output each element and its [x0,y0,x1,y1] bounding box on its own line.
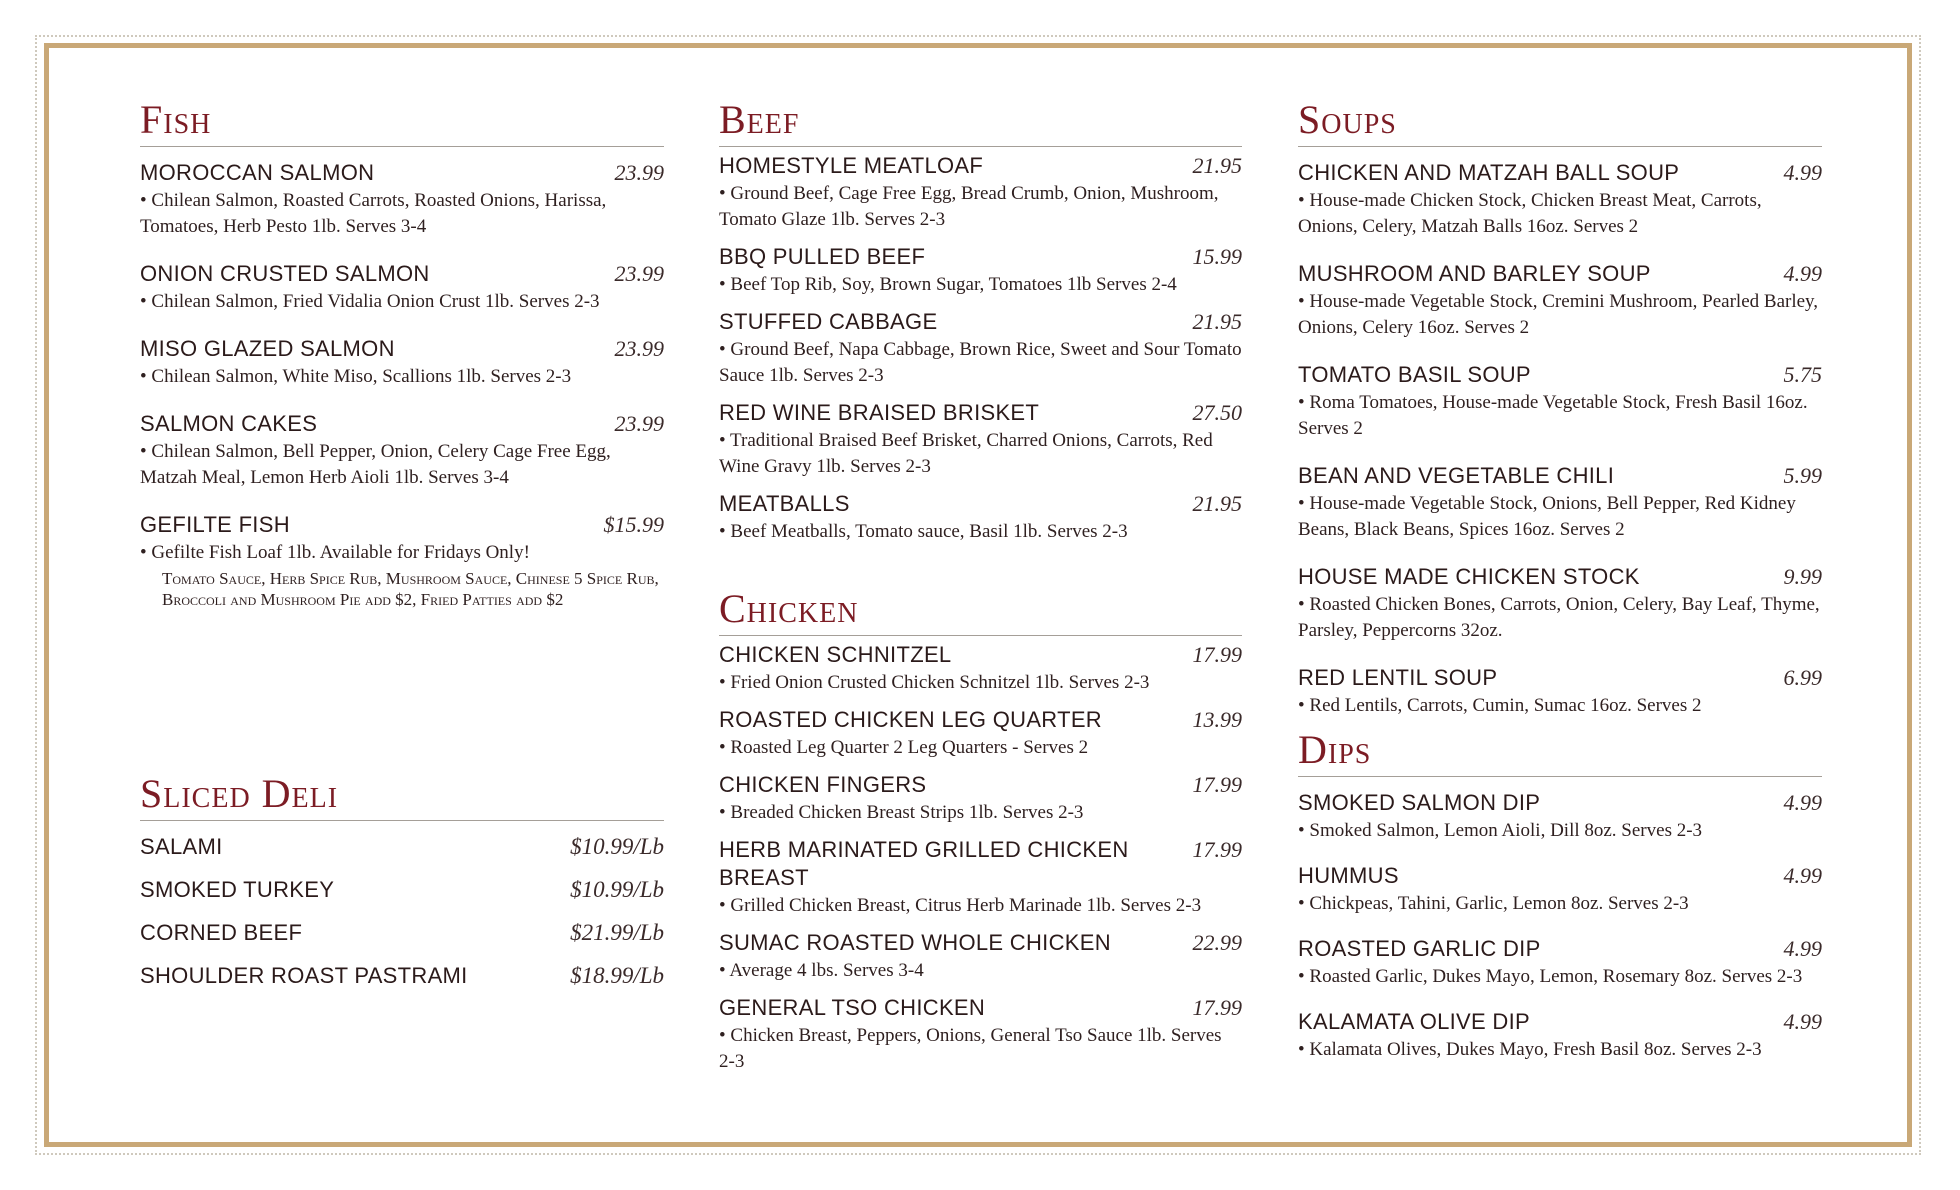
item-description: • Beef Top Rib, Soy, Brown Sugar, Tomatoes 1lb Serves 2-4 [719,274,1177,295]
menu-item [140,335,664,390]
item-name: SUMAC ROASTED WHOLE CHICKEN [719,930,1111,955]
menu-item [140,833,664,861]
item-name: CHICKEN SCHNITZEL [719,642,952,667]
section-title: Soups [1298,98,1822,147]
item-description: • House-made Vegetable Stock, Onions, Bell Pepper, Red Kidney Beans, Black Beans, Spices 16oz. Serves 2 [1298,493,1796,540]
item-description: • Chilean Salmon, Bell Pepper, Onion, Celery Cage Free Egg, Matzah Meal, Lemon Herb Aioli 1lb. Serves 3-4 [140,441,611,488]
section-title: Fish [140,98,664,147]
item-description: • Chickpeas, Tahini, Garlic, Lemon 8oz. Serves 2-3 [1298,893,1689,914]
item-price: $18.99/Lb [570,963,664,988]
item-price: 15.99 [1192,244,1242,269]
menu-item [140,260,664,315]
item-price: $10.99/Lb [570,834,664,859]
section-title: Dips [1298,728,1822,777]
item-price: 4.99 [1783,936,1822,961]
section-title: Sliced Deli [140,772,664,821]
item-name: HOUSE MADE CHICKEN STOCK [1298,564,1640,589]
item-name: HERB MARINATED GRILLED CHICKEN BREAST [719,837,1129,890]
item-price: 9.99 [1783,564,1822,589]
item-name: MOROCCAN SALMON [140,160,375,185]
menu-item-list [140,159,664,610]
section-chicken [719,587,1242,1075]
item-description: • Roasted Leg Quarter 2 Leg Quarters - Serves 2 [719,737,1089,758]
section-title: Chicken [719,587,1242,636]
item-name: STUFFED CABBAGE [719,309,938,334]
item-description: • Chicken Breast, Peppers, Onions, General Tso Sauce 1lb. Serves 2-3 [719,1025,1222,1072]
item-description: • Average 4 lbs. Serves 3-4 [719,960,924,981]
menu-item [1298,1008,1822,1063]
item-name: GENERAL TSO CHICKEN [719,995,986,1020]
menu-item [1298,563,1822,644]
item-description: • Smoked Salmon, Lemon Aioli, Dill 8oz. Serves 2-3 [1298,820,1703,841]
item-description: • Kalamata Olives, Dukes Mayo, Fresh Basil 8oz. Serves 2-3 [1298,1039,1762,1060]
menu-item [1298,361,1822,442]
item-description: • House-made Vegetable Stock, Cremini Mushroom, Pearled Barley, Onions, Celery 16oz. Serves 2 [1298,291,1819,338]
menu-item-list [1298,789,1822,1063]
item-price: 4.99 [1783,1009,1822,1034]
menu-item [719,994,1242,1075]
item-price: 21.95 [1192,309,1242,334]
item-price: 21.95 [1192,491,1242,516]
item-price: 17.99 [1192,837,1242,862]
item-name: HOMESTYLE MEATLOAF [719,153,984,178]
item-description: • Fried Onion Crusted Chicken Schnitzel 1lb. Serves 2-3 [719,672,1150,693]
item-description: • Roasted Garlic, Dukes Mayo, Lemon, Rosemary 8oz. Serves 2-3 [1298,966,1803,987]
item-price: 23.99 [614,411,664,436]
item-name: TOMATO BASIL SOUP [1298,362,1531,387]
item-description: • Gefilte Fish Loaf 1lb. Available for Fridays Only! [140,542,530,563]
item-description: • Traditional Braised Beef Brisket, Charred Onions, Carrots, Red Wine Gravy 1lb. Serves 2-3 [719,430,1213,477]
item-name: SMOKED SALMON DIP [1298,790,1541,815]
menu-item [719,152,1242,233]
item-name: RED LENTIL SOUP [1298,665,1498,690]
section-dips [1298,728,1822,1063]
menu-item [719,243,1242,298]
item-price: 5.75 [1783,362,1822,387]
menu-item-list [719,641,1242,1075]
menu-item [719,836,1242,919]
menu-item [1298,789,1822,844]
item-description: • Ground Beef, Napa Cabbage, Brown Rice, Sweet and Sour Tomato Sauce 1lb. Serves 2-3 [719,339,1242,386]
item-name: KALAMATA OLIVE DIP [1298,1009,1530,1034]
item-description: • Grilled Chicken Breast, Citrus Herb Marinade 1lb. Serves 2-3 [719,895,1202,916]
item-name: MEATBALLS [719,491,850,516]
menu-item [719,641,1242,696]
item-description: • Breaded Chicken Breast Strips 1lb. Serves 2-3 [719,802,1084,823]
item-name: SMOKED TURKEY [140,877,335,902]
item-price: $15.99 [603,512,664,537]
menu-item [140,511,664,610]
item-description: • Red Lentils, Carrots, Cumin, Sumac 16oz. Serves 2 [1298,695,1702,716]
item-description: • Ground Beef, Cage Free Egg, Bread Crumb, Onion, Mushroom, Tomato Glaze 1lb. Serves 2-3 [719,183,1219,230]
item-price: 4.99 [1783,261,1822,286]
menu-item [140,159,664,240]
section-fish [140,98,664,610]
section-soups [1298,98,1822,719]
item-price: 5.99 [1783,463,1822,488]
item-name: MUSHROOM AND BARLEY SOUP [1298,261,1651,286]
item-name: BBQ PULLED BEEF [719,244,926,269]
item-price: 4.99 [1783,863,1822,888]
menu-item [140,962,664,990]
item-price: 17.99 [1192,642,1242,667]
item-price: $10.99/Lb [570,877,664,902]
item-description: • House-made Chicken Stock, Chicken Breast Meat, Carrots, Onions, Celery, Matzah Balls 16oz. Serves 2 [1298,190,1762,237]
menu-item [1298,664,1822,719]
item-price: 27.50 [1192,400,1242,425]
item-name: BEAN AND VEGETABLE CHILI [1298,463,1615,488]
item-price: 17.99 [1192,995,1242,1020]
item-name: ROASTED CHICKEN LEG QUARTER [719,707,1102,732]
item-price: 17.99 [1192,772,1242,797]
menu-item [140,876,664,904]
item-description: • Beef Meatballs, Tomato sauce, Basil 1lb. Serves 2-3 [719,521,1128,542]
item-name: SALAMI [140,834,223,859]
item-price: 13.99 [1192,707,1242,732]
menu-item [1298,935,1822,990]
item-description: • Roma Tomatoes, House-made Vegetable Stock, Fresh Basil 16oz. Serves 2 [1298,392,1808,439]
item-price: $21.99/Lb [570,920,664,945]
menu-item [719,490,1242,545]
menu-item [140,410,664,491]
item-name: ROASTED GARLIC DIP [1298,936,1541,961]
item-price: 23.99 [614,261,664,286]
menu-item [1298,462,1822,543]
section-title: Beef [719,98,1242,147]
item-name: HUMMUS [1298,863,1399,888]
item-name: ONION CRUSTED SALMON [140,261,430,286]
section-sliced-deli [140,772,664,990]
item-name: RED WINE BRAISED BRISKET [719,400,1040,425]
item-description: • Chilean Salmon, White Miso, Scallions 1lb. Serves 2-3 [140,366,572,387]
menu-item [719,771,1242,826]
item-name: SALMON CAKES [140,411,318,436]
section-beef [719,98,1242,545]
item-price: 6.99 [1783,665,1822,690]
menu-item-list [719,152,1242,545]
item-name: SHOULDER ROAST PASTRAMI [140,963,468,988]
menu-item [719,706,1242,761]
item-name: CORNED BEEF [140,920,303,945]
menu-item [1298,159,1822,240]
menu-item-list [1298,159,1822,719]
menu-item [719,399,1242,480]
item-name: CHICKEN FINGERS [719,772,927,797]
item-name: MISO GLAZED SALMON [140,336,395,361]
menu-item [1298,862,1822,917]
item-price: 4.99 [1783,790,1822,815]
menu-item [719,929,1242,984]
item-price: 23.99 [614,160,664,185]
item-name: CHICKEN AND MATZAH BALL SOUP [1298,160,1680,185]
menu-item [1298,260,1822,341]
menu-item [140,919,664,947]
item-price: 21.95 [1192,153,1242,178]
item-price: 23.99 [614,336,664,361]
menu-item [719,308,1242,389]
item-options-note: Tomato Sauce, Herb Spice Rub, Mushroom Sauce, Chinese 5 Spice Rub, Broccoli and Mushroom Pie add $2, Fried Patties add $2 [162,569,659,609]
item-price: 22.99 [1192,930,1242,955]
item-description: • Chilean Salmon, Fried Vidalia Onion Crust 1lb. Serves 2-3 [140,291,600,312]
item-description: • Roasted Chicken Bones, Carrots, Onion, Celery, Bay Leaf, Thyme, Parsley, Peppercorns 32oz. [1298,594,1820,641]
item-description: • Chilean Salmon, Roasted Carrots, Roasted Onions, Harissa, Tomatoes, Herb Pesto 1lb. Serves 3-4 [140,190,607,237]
item-price: 4.99 [1783,160,1822,185]
menu-item-list [140,833,664,990]
item-name: GEFILTE FISH [140,512,290,537]
